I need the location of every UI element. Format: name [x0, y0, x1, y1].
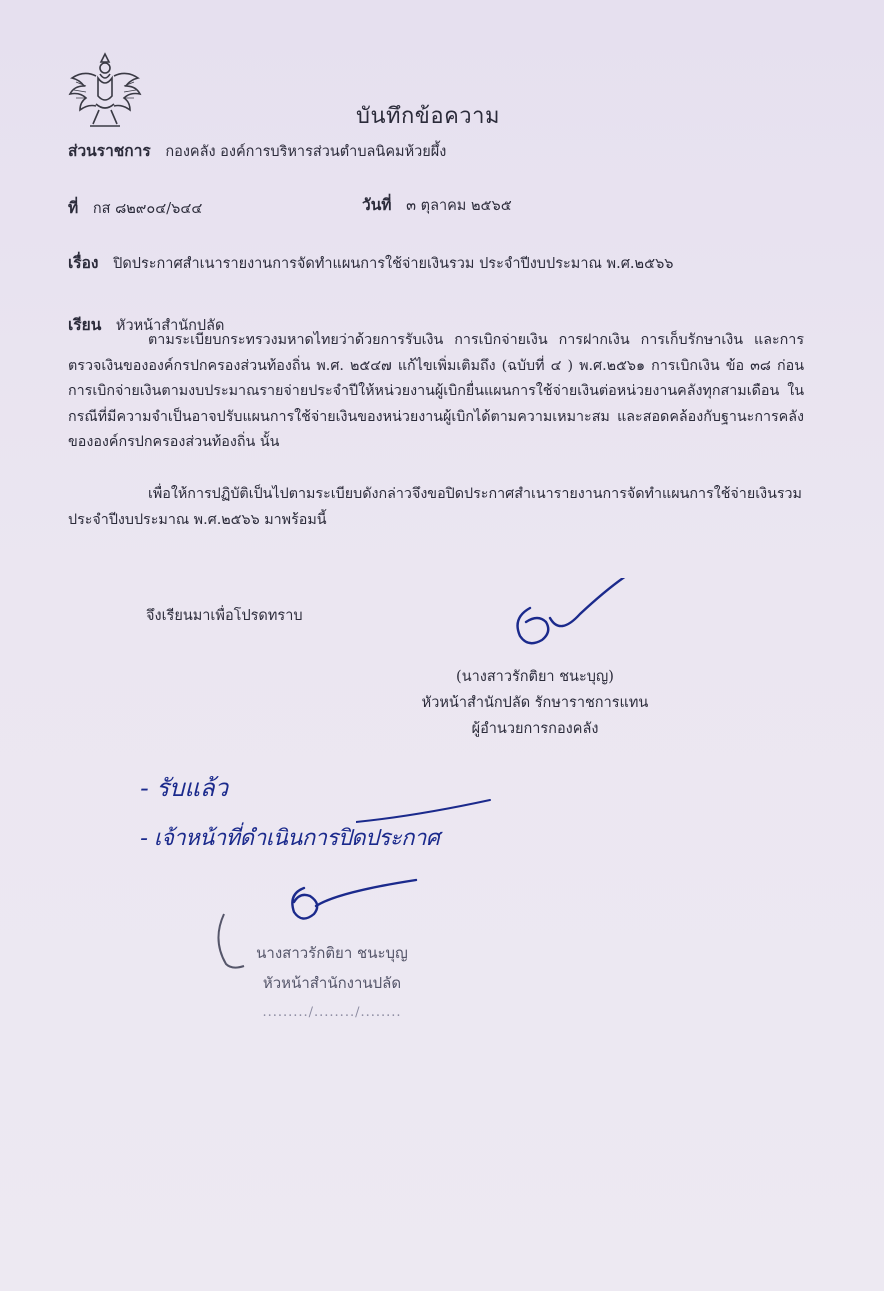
department-value: กองคลัง องค์การบริหารส่วนตำบลนิคมห้วยผึ้ง	[165, 144, 447, 160]
closing-text: จึงเรียนมาเพื่อโปรดทราบ	[146, 608, 303, 624]
signatory-position-1: หัวหน้าสำนักปลัด รักษาราชการแทน	[421, 695, 649, 711]
department-line	[68, 138, 446, 163]
signatory-position-2: ผู้อำนวยการกองคลัง	[471, 721, 599, 737]
stamp-date-line: ........./......../........	[262, 1005, 402, 1020]
handwriting-flourish-icon	[356, 798, 496, 828]
date-label: วันที่	[362, 195, 392, 214]
handwritten-note-2: - เจ้าหน้าที่ดำเนินการปิดประกาศ	[140, 826, 440, 851]
stamp-name: นางสาวรักติยา ชนะบุญ	[256, 944, 408, 962]
handwritten-note-1: - รับแล้ว	[140, 774, 229, 802]
memo-title: บันทึกข้อความ	[355, 104, 500, 129]
subject-value: ปิดประกาศสำเนารายงานการจัดทำแผนการใช้จ่ายเงินรวม ประจำปีงบประมาณ พ.ศ.๒๕๖๖	[113, 256, 674, 272]
reference-value: กส ๘๒๙๐๔/๖๔๔	[92, 201, 203, 217]
signatory-block	[360, 664, 710, 742]
reference-line	[68, 195, 202, 220]
recipient-value: หัวหน้าสำนักปลัด	[115, 318, 225, 334]
second-signature-icon	[280, 870, 420, 930]
date-line	[362, 192, 512, 217]
recipient-label: เรียน	[68, 315, 102, 334]
signature-icon	[500, 578, 650, 658]
date-value: ๓ ตุลาคม ๒๕๖๕	[406, 198, 512, 214]
body-paragraph-1: ตามระเบียบกระทรวงมหาดไทยว่าด้วยการรับเงิน การเบิกจ่ายเงิน การฝากเงิน การเก็บรักษาเงิน และการตรวจเงินขององค์กรปกครองส่วนท้องถิ่น พ.ศ. ๒๕๔๗ แก้ไขเพิ่มเติมถึง (ฉบับที่ ๔ ) พ.ศ.๒๕๖๑ การเบิกเงิน ข้อ ๓๘ ก่อนการเบิกจ่ายเงินตามงบประมาณรายจ่ายประจำปีให้หน่วยงานผู้เบิกยื่นแผนการใช้จ่ายเงินต่อหน่วยงานคลังทุกสามเดือน ในกรณีที่มีความจำเป็นอาจปรับแผนการใช้จ่ายเงินของหน่วยงานผู้เบิกได้ตามความเหมาะสม และสอดคล้องกับฐานะการคลังขององค์กรปกครองส่วนท้องถิ่น นั้น	[68, 332, 804, 450]
stamp-position: หัวหน้าสำนักงานปลัด	[262, 974, 402, 992]
body-paragraph-2: เพื่อให้การปฏิบัติเป็นไปตามระเบียบดังกล่าวจึงขอปิดประกาศสำเนารายงานการจัดทำแผนการใช้จ่ายเงินรวม ประจำปีงบประมาณ พ.ศ.๒๕๖๖ มาพร้อมนี้	[68, 486, 802, 528]
subject-label: เรื่อง	[68, 253, 99, 272]
signatory-name: (นางสาวรักติยา ชนะบุญ)	[456, 669, 614, 685]
subject-line	[68, 250, 673, 275]
stamp-block	[232, 938, 432, 1028]
reference-label: ที่	[68, 198, 79, 217]
department-label: ส่วนราชการ	[68, 141, 151, 160]
